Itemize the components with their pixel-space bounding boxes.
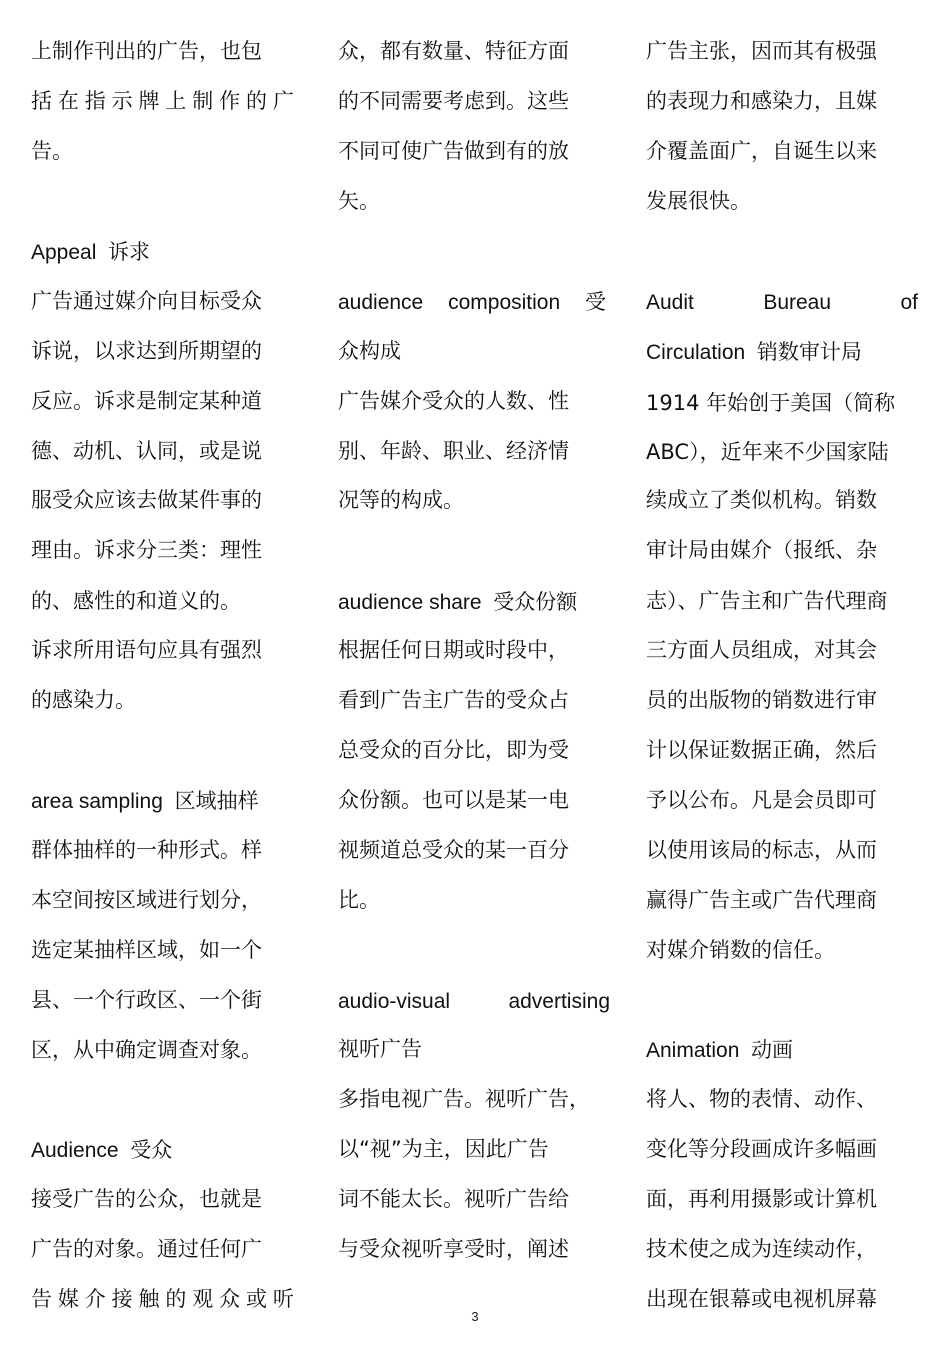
text-line: 服受众应该去做某件事的 bbox=[31, 488, 262, 512]
text-line: 多指电视广告。视听广告， bbox=[338, 1087, 590, 1111]
text-line: 广告媒介受众的人数、性 bbox=[338, 389, 569, 413]
text-line: 面，再利用摄影或计算机 bbox=[646, 1187, 877, 1211]
text-line: ABC），近年来不少国家陆 bbox=[646, 440, 889, 464]
term-word: audience bbox=[338, 291, 424, 314]
text-line: 对媒介销数的信任。 bbox=[646, 938, 835, 962]
text-line: 上制作刊出的广告，也包 bbox=[31, 39, 262, 63]
text-line: 况等的构成。 bbox=[338, 488, 464, 512]
text-line: 出现在银幕或电视机屏幕 bbox=[646, 1287, 877, 1311]
text-line: 不同可使广告做到有的放 bbox=[338, 139, 569, 163]
text-line: 看到广告主广告的受众占 bbox=[338, 688, 569, 712]
text-line: 的感染力。 bbox=[31, 688, 136, 712]
text-line: 比。 bbox=[338, 888, 380, 912]
text-line: 1914 年始创于美国（简称 bbox=[646, 391, 896, 415]
text-line: 接受广告的公众，也就是 bbox=[31, 1187, 262, 1211]
text-line: 群体抽样的一种形式。样 bbox=[31, 838, 262, 862]
text-line: 技术使之成为连续动作， bbox=[646, 1237, 877, 1261]
text-line: 变化等分段画成许多幅画 bbox=[646, 1137, 877, 1161]
term-word: advertising bbox=[508, 990, 610, 1013]
text-line: 三方面人员组成，对其会 bbox=[646, 638, 877, 662]
text-line: 广告的对象。通过任何广 bbox=[31, 1237, 262, 1261]
term-word: composition bbox=[448, 291, 561, 314]
term-audio-visual-advertising bbox=[338, 988, 610, 1016]
text-line: 众，都有数量、特征方面 bbox=[338, 39, 569, 63]
term-word: Audit bbox=[646, 291, 694, 314]
text-line: 理由。诉求分三类：理性 bbox=[31, 538, 262, 562]
text-line: 以“视”为主，因此广告 bbox=[338, 1137, 549, 1161]
text-line: 志）、广告主和广告代理商 bbox=[646, 589, 888, 613]
text-line: 续成立了类似机构。销数 bbox=[646, 488, 877, 512]
text-line: 选定某抽样区域，如一个 bbox=[31, 938, 262, 962]
text-line: 本空间按区域进行划分， bbox=[31, 888, 262, 912]
text-line: 的、感性的和道义的。 bbox=[31, 589, 241, 613]
text-line: 的不同需要考虑到。这些 bbox=[338, 89, 569, 113]
text-line: 以使用该局的标志，从而 bbox=[646, 838, 877, 862]
text-line: 词不能太长。视听广告给 bbox=[338, 1187, 569, 1211]
text-line: 括在指示牌上制作的广 bbox=[31, 89, 300, 113]
text-line: 别、年龄、职业、经济情 bbox=[338, 439, 569, 463]
term-word: of bbox=[900, 291, 918, 314]
text-line: 予以公布。凡是会员即可 bbox=[646, 788, 877, 812]
term-word: 受 bbox=[585, 291, 606, 314]
text-line: 的表现力和感染力，且媒 bbox=[646, 89, 877, 113]
text-line: 审计局由媒介（报纸、杂 bbox=[646, 538, 877, 562]
text-line: 与受众视听享受时，阐述 bbox=[338, 1237, 569, 1261]
term-circulation: Circulation 销数审计局 bbox=[646, 341, 862, 364]
text-line: 视频道总受众的某一百分 bbox=[338, 838, 569, 862]
text-line: 视听广告 bbox=[338, 1037, 422, 1061]
text-line: 告。 bbox=[31, 139, 73, 163]
term-audience: Audience 受众 bbox=[31, 1139, 173, 1162]
text-line: 德、动机、认同，或是说 bbox=[31, 439, 262, 463]
term-word: Bureau bbox=[763, 291, 832, 314]
term-appeal: Appeal 诉求 bbox=[31, 241, 151, 264]
text-line: 矢。 bbox=[338, 189, 380, 213]
text-line: 告媒介接触的观众或听 bbox=[31, 1287, 300, 1311]
text-line: 广告主张，因而其有极强 bbox=[646, 39, 877, 63]
text-line: 介覆盖面广，自诞生以来 bbox=[646, 139, 877, 163]
term-audit-bureau bbox=[646, 289, 918, 317]
text-line: 区，从中确定调查对象。 bbox=[31, 1038, 262, 1062]
text-line: 众构成 bbox=[338, 339, 401, 363]
text-line: 根据任何日期或时段中， bbox=[338, 638, 569, 662]
page-number: 3 bbox=[471, 1309, 479, 1324]
text-line: 诉说，以求达到所期望的 bbox=[31, 339, 262, 363]
text-line: 赢得广告主或广告代理商 bbox=[646, 888, 877, 912]
text-line: 将人、物的表情、动作、 bbox=[646, 1087, 877, 1111]
term-animation: Animation 动画 bbox=[646, 1039, 794, 1062]
term-audience-composition bbox=[338, 289, 606, 317]
text-line: 诉求所用语句应具有强烈 bbox=[31, 638, 262, 662]
term-area-sampling: area sampling 区域抽样 bbox=[31, 790, 259, 813]
text-line: 反应。诉求是制定某种道 bbox=[31, 389, 262, 413]
text-line: 总受众的百分比，即为受 bbox=[338, 738, 569, 762]
text-line: 众份额。也可以是某一电 bbox=[338, 788, 569, 812]
text-line: 发展很快。 bbox=[646, 189, 751, 213]
text-line: 员的出版物的销数进行审 bbox=[646, 688, 877, 712]
term-word: audio-visual bbox=[338, 990, 451, 1013]
term-audience-share: audience share 受众份额 bbox=[338, 591, 578, 614]
text-line: 广告通过媒介向目标受众 bbox=[31, 289, 262, 313]
text-line: 计以保证数据正确，然后 bbox=[646, 738, 877, 762]
text-line: 县、一个行政区、一个街 bbox=[31, 988, 262, 1012]
